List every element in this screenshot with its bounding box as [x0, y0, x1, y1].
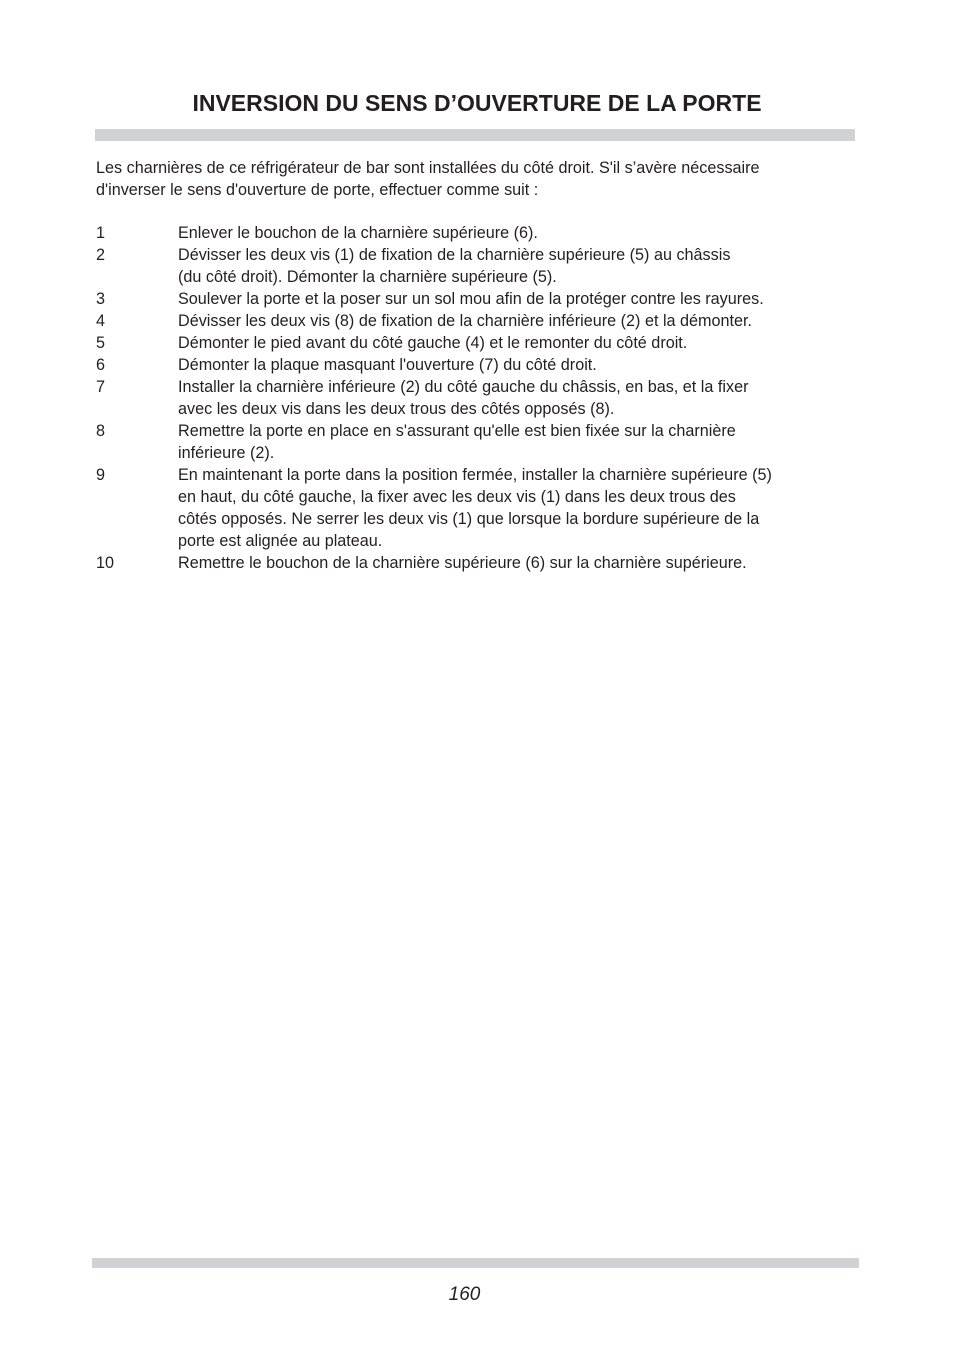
step-line: inférieure (2).: [178, 444, 275, 462]
step-line: Dévisser les deux vis (8) de fixation de la charnière inférieure (2) et la démonter.: [178, 312, 753, 330]
step-number: 1: [96, 224, 106, 242]
step-text: [178, 310, 866, 332]
step-line: Démonter le pied avant du côté gauche (4) et le remonter du côté droit.: [178, 334, 688, 352]
step-line: côtés opposés. Ne serrer les deux vis (1) que lorsque la bordure supérieure de la: [178, 510, 760, 528]
step-line: (du côté droit). Démonter la charnière supérieure (5).: [178, 268, 557, 286]
step-text: [178, 420, 866, 464]
step-number: 7: [96, 378, 106, 396]
page-title: INVERSION DU SENS D’OUVERTURE DE LA PORTE: [192, 90, 762, 116]
step-text: [178, 376, 866, 420]
step-line: en haut, du côté gauche, la fixer avec les deux vis (1) dans les deux trous des: [178, 488, 736, 506]
step-line: En maintenant la porte dans la position fermée, installer la charnière supérieure (5): [178, 466, 772, 484]
step-item: [96, 310, 866, 332]
intro-line: d'inverser le sens d'ouverture de porte, effectuer comme suit :: [96, 181, 539, 199]
step-item: [96, 552, 866, 574]
step-text: [178, 288, 866, 310]
step-line: Installer la charnière inférieure (2) du côté gauche du châssis, en bas, et la fixer: [178, 378, 749, 396]
step-item: [96, 222, 866, 244]
step-item: [96, 354, 866, 376]
step-number: 3: [96, 290, 106, 308]
step-item: [96, 244, 866, 288]
step-line: porte est alignée au plateau.: [178, 532, 383, 550]
step-line: Remettre la porte en place en s'assurant qu'elle est bien fixée sur la charnière: [178, 422, 736, 440]
intro-line: Les charnières de ce réfrigérateur de bar sont installées du côté droit. S'il s’avère nécessaire: [96, 159, 760, 177]
step-line: Démonter la plaque masquant l'ouverture (7) du côté droit.: [178, 356, 597, 374]
step-number: 6: [96, 356, 106, 374]
step-line: Remettre le bouchon de la charnière supérieure (6) sur la charnière supérieure.: [178, 554, 747, 572]
step-line: avec les deux vis dans les deux trous des côtés opposés (8).: [178, 400, 615, 418]
step-text: [178, 244, 866, 288]
step-item: [96, 288, 866, 310]
step-text: [178, 222, 866, 244]
step-number: 10: [96, 554, 115, 572]
step-number: 4: [96, 312, 106, 330]
intro-paragraph: [96, 157, 866, 201]
step-line: Enlever le bouchon de la charnière supérieure (6).: [178, 224, 538, 242]
step-item: [96, 376, 866, 420]
header-divider: [95, 129, 855, 141]
step-number: 9: [96, 466, 106, 484]
step-text: [178, 354, 866, 376]
step-line: Soulever la porte et la poser sur un sol mou afin de la protéger contre les rayures.: [178, 290, 764, 308]
step-item: [96, 464, 866, 552]
steps-list: [96, 222, 866, 574]
page-number: 160: [448, 1284, 481, 1305]
step-text: [178, 464, 866, 552]
footer-divider: [92, 1258, 859, 1268]
step-line: Dévisser les deux vis (1) de fixation de la charnière supérieure (5) au châssis: [178, 246, 731, 264]
step-number: 2: [96, 246, 106, 264]
step-text: [178, 552, 866, 574]
step-number: 5: [96, 334, 106, 352]
step-text: [178, 332, 866, 354]
step-number: 8: [96, 422, 106, 440]
step-item: [96, 332, 866, 354]
step-item: [96, 420, 866, 464]
